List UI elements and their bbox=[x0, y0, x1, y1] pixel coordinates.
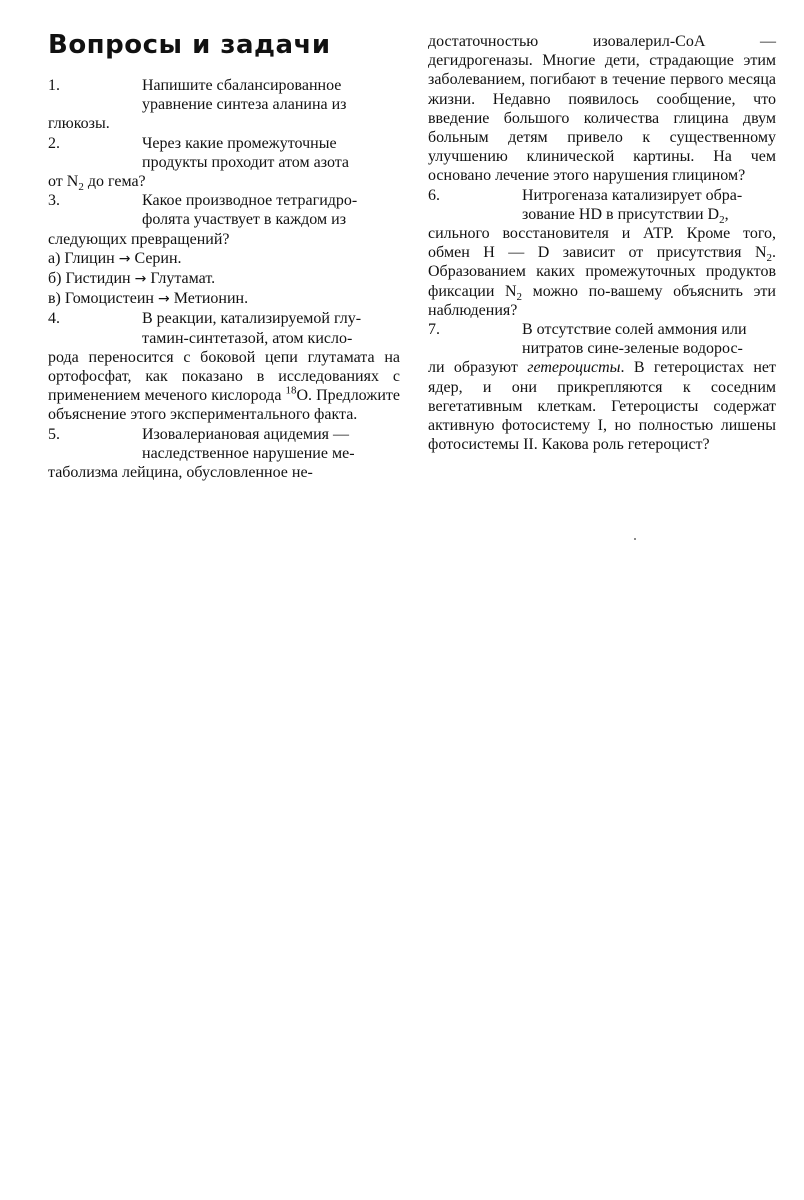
question-5-line2: наследственное нарушение ме- bbox=[142, 444, 355, 462]
arrow-icon: → bbox=[118, 250, 131, 267]
text-fragment: зование HD в присутствии D bbox=[522, 205, 720, 223]
question-4-first-lines bbox=[48, 309, 400, 347]
subscript: 2 bbox=[78, 181, 84, 194]
question-3-rest: следующих превращений? bbox=[48, 230, 230, 248]
question-6-rest bbox=[428, 224, 776, 320]
question-4 bbox=[48, 309, 400, 424]
question-7-line2: нитратов сине-зеленые водорос- bbox=[522, 340, 743, 358]
question-2 bbox=[48, 134, 400, 192]
section-heading: Вопросы и задачи bbox=[48, 30, 331, 60]
question-number: 4. bbox=[48, 310, 60, 328]
question-6 bbox=[428, 186, 776, 320]
arrow-icon: → bbox=[134, 271, 147, 288]
subscript: 2 bbox=[719, 214, 725, 227]
item-target: Серин. bbox=[134, 249, 182, 267]
arrow-icon: → bbox=[158, 291, 170, 308]
item-target: Глутамат. bbox=[150, 270, 216, 288]
question-1-line1: Напишите сбалансированное bbox=[142, 77, 342, 94]
question-4-rest bbox=[48, 348, 400, 425]
question-5-first-lines bbox=[48, 425, 400, 463]
text-fragment: ли образуют bbox=[428, 359, 528, 377]
question-3-item bbox=[48, 249, 400, 269]
question-number: 1. bbox=[48, 77, 60, 94]
subscript: 2 bbox=[766, 252, 772, 265]
question-7-first-lines bbox=[428, 320, 776, 358]
question-3-item bbox=[48, 289, 400, 309]
item-label: в) Гомоцистеин bbox=[48, 290, 154, 308]
text-fragment: . Образованием каких промежуточных продуктов фиксации N bbox=[428, 244, 776, 300]
text-fragment: . В гетероцистах нет ядер, и они прикрепляются к соседним вегетативным клеткам. Гетероцисты содержат активную фотосистему I, но полностью лишены фотосистемы II. Какова роль гетероцист? bbox=[428, 359, 776, 454]
question-3-line1: Какое производное тетрагидро- bbox=[142, 192, 358, 210]
question-6-first-lines bbox=[428, 186, 776, 227]
question-1-first-lines bbox=[48, 76, 400, 114]
text-fragment: от N bbox=[48, 173, 79, 191]
question-6-line1: Нитрогеназа катализирует обра- bbox=[522, 186, 743, 204]
question-2-first-lines bbox=[48, 134, 400, 172]
question-2-line2: продукты проходит атом азота bbox=[142, 153, 350, 171]
question-5-continuation bbox=[428, 32, 776, 186]
question-number: 5. bbox=[48, 425, 60, 443]
text-fragment: , bbox=[724, 205, 729, 223]
item-target: Метионин. bbox=[173, 290, 249, 308]
text-fragment: рода переносится с боковой цепи глутамата на ортофосфат, как показано в исследованиях с применением меченого кислорода bbox=[48, 348, 400, 405]
question-3 bbox=[48, 191, 400, 309]
text-fragment: можно по-вашему объяснить эти наблюдения? bbox=[428, 282, 776, 319]
question-7-rest bbox=[428, 358, 776, 454]
item-label: б) Гистидин bbox=[48, 270, 131, 288]
question-5 bbox=[48, 425, 400, 483]
question-2-line1: Через какие промежуточные bbox=[142, 134, 337, 152]
scan-speck bbox=[634, 538, 636, 540]
question-number: 2. bbox=[48, 134, 60, 152]
question-5-rest: таболизма лейцина, обусловленное не- bbox=[48, 464, 313, 482]
question-7-line1: В отсутствие солей аммония или bbox=[522, 321, 747, 339]
right-column bbox=[428, 32, 776, 454]
question-1-rest: глюкозы. bbox=[48, 115, 110, 133]
question-2-rest bbox=[48, 172, 400, 194]
question-4-line2: тамин-синтетазой, атом кисло- bbox=[142, 329, 353, 347]
superscript: 18 bbox=[285, 384, 297, 397]
left-column bbox=[48, 76, 400, 482]
question-5-continued-text: достаточностью изовалерил-СоА — дегидрогеназы. Многие дети, страдающие этим заболеванием, погибают в течение первого месяца жизни. Недавно появилось сообщение, что введение большого количества глицина двум больным детям привело к существенному улучшению клинической картины. На чем основано лечение этого нарушения глицином? bbox=[428, 33, 776, 185]
text-fragment: сильного восстановителя и АТР. Кроме того, обмен H — D зависит от присутствия N bbox=[428, 225, 776, 262]
question-3-first-lines bbox=[48, 191, 400, 229]
question-3-item bbox=[48, 269, 400, 289]
question-3-line2: фолята участвует в каждом из bbox=[142, 211, 347, 229]
question-6-line2 bbox=[522, 205, 729, 227]
item-label: а) Глицин bbox=[48, 249, 115, 267]
text-fragment: O. Предложите объяснение этого экспериментального факта. bbox=[48, 387, 400, 424]
italic-term: гетероцисты bbox=[527, 359, 621, 377]
text-fragment: до гема? bbox=[83, 173, 146, 191]
subscript: 2 bbox=[516, 290, 523, 303]
question-5-line1: Изовалериановая ацидемия — bbox=[142, 425, 349, 443]
question-number: 3. bbox=[48, 192, 60, 210]
question-1 bbox=[48, 76, 400, 134]
question-number: 6. bbox=[428, 186, 440, 204]
question-7 bbox=[428, 320, 776, 454]
question-number: 7. bbox=[428, 321, 440, 339]
question-1-line2: уравнение синтеза аланина из bbox=[142, 96, 347, 114]
question-4-line1: В реакции, катализируемой глу- bbox=[142, 310, 362, 328]
